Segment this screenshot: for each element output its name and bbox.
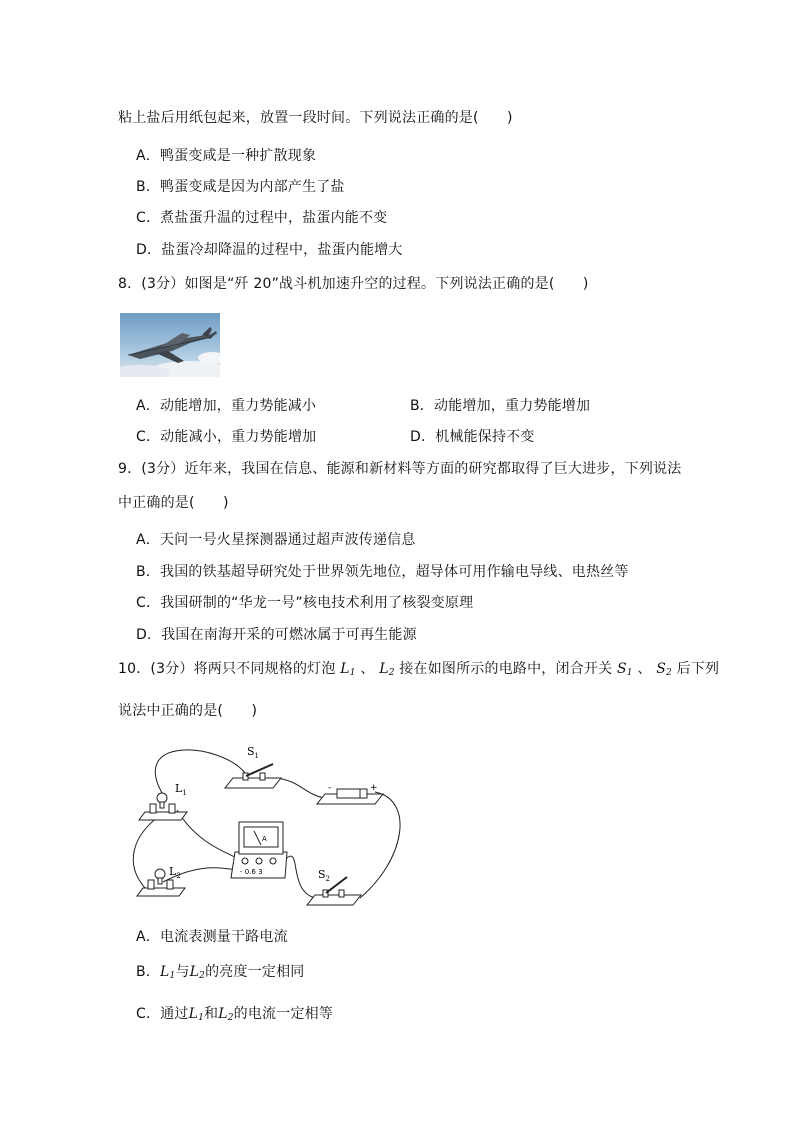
q8-option-d: D．机械能保持不变 xyxy=(410,429,535,445)
q9-option-c: C．我国研制的“华龙一号”核电技术利用了核裂变原理 xyxy=(136,595,474,611)
q10-stem-a: 10．(3分）将两只不同规格的灯泡 xyxy=(118,661,336,677)
svg-text:+: + xyxy=(370,783,378,793)
q9-stem-line1: 9．(3分）近年来，我国在信息、能源和新材料等方面的研究都取得了巨大进步，下列说法 xyxy=(118,461,682,477)
q10-option-a: A．电流表测量干路电流 xyxy=(136,929,288,945)
svg-text:-: - xyxy=(328,783,332,793)
q9-option-d: D．我国在南海开采的可燃冰属于可再生能源 xyxy=(136,627,417,643)
q9-option-b: B．我国的铁基超导研究处于世界领先地位，超导体可用作输电导线、电热丝等 xyxy=(136,564,629,580)
symbol-l1: $L_1$ xyxy=(340,661,356,678)
q7-option-a: A．鸭蛋变咸是一种扩散现象 xyxy=(136,148,317,164)
symbol-l1: $L_1$ xyxy=(188,1006,205,1023)
switch-s1-icon xyxy=(225,764,281,788)
label-s2: $S_2$ xyxy=(318,868,331,883)
symbol-l2: $L_2$ xyxy=(189,964,206,981)
q10-stem-line1 xyxy=(118,658,719,678)
symbol-l1: $L_1$ xyxy=(160,964,176,981)
symbol-l2: $L_2$ xyxy=(379,661,395,678)
q10-option-c: C．通过$L_1$和$L_2$的电流一定相等 xyxy=(136,1006,334,1023)
ammeter-icon xyxy=(231,822,287,878)
circuit-diagram xyxy=(125,740,410,915)
switch-s2-icon xyxy=(307,877,361,905)
battery-icon xyxy=(317,783,383,804)
q7-option-d: D．盐蛋冷却降温的过程中，盐蛋内能增大 xyxy=(136,242,403,258)
q9-option-a: A．天问一号火星探测器通过超声波传递信息 xyxy=(136,532,416,548)
lamp-l1-icon xyxy=(139,793,187,820)
wire xyxy=(360,792,400,898)
fighter-jet-image xyxy=(120,313,220,377)
separator: 、 xyxy=(360,661,375,677)
q10-stem-c: 后下列 xyxy=(676,661,720,677)
label-l2: $L_2$ xyxy=(169,865,181,880)
symbol-s1: $S_1$ xyxy=(616,661,633,678)
label-l1: $L_1$ xyxy=(175,782,187,797)
label-s1: $S_1$ xyxy=(247,745,260,760)
symbol-l2: $L_2$ xyxy=(218,1006,234,1023)
q8-option-a: A．动能增加，重力势能减小 xyxy=(136,398,317,414)
q8-stem: 8．(3分）如图是“歼 20”战斗机加速升空的过程。下列说法正确的是( ) xyxy=(118,276,589,292)
wire xyxy=(275,778,325,798)
q10-stem-line2: 说法中正确的是( ) xyxy=(118,703,258,719)
svg-text:- 0.6 3: - 0.6 3 xyxy=(240,868,263,876)
q9-stem-line2: 中正确的是( ) xyxy=(118,495,229,511)
separator: 、 xyxy=(637,661,652,677)
q7-option-b: B．鸭蛋变咸是因为内部产生了盐 xyxy=(136,179,345,195)
q8-option-c: C．动能减小，重力势能增加 xyxy=(136,429,317,445)
wire xyxy=(155,750,245,798)
q8-option-b: B．动能增加，重力势能增加 xyxy=(410,398,591,414)
q10-option-b: B．$L_1$与$L_2$的亮度一定相同 xyxy=(136,964,305,981)
wire xyxy=(177,810,237,858)
q10-stem-b: 接在如图所示的电路中，闭合开关 xyxy=(399,661,613,677)
symbol-s2: $S_2$ xyxy=(656,661,672,678)
q7-stem: 粘上盐后用纸包起来，放置一段时间。下列说法正确的是( ) xyxy=(118,110,513,126)
q7-option-c: C．煮盐蛋升温的过程中，盐蛋内能不变 xyxy=(136,210,388,226)
svg-text:A: A xyxy=(262,835,267,843)
